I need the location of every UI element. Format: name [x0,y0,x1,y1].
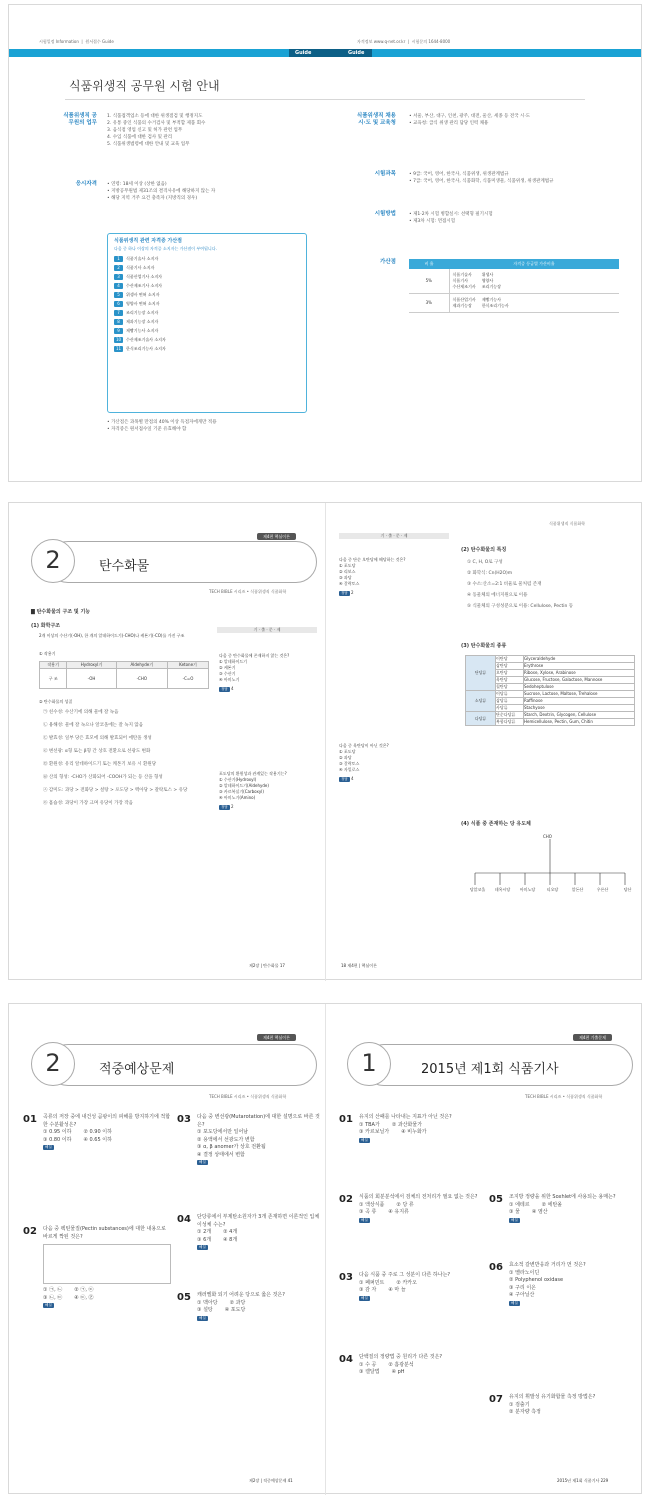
quiz-head-left: 기 · 출 · 문 · 제 [217,627,317,633]
question-number: 05 [489,1194,503,1205]
region-list: • 서울, 부산, 대구, 인천, 광주, 대전, 울산, 세종 등 전국 시·도 • 교육청: 급식 위생 관리 담당 인력 채용 [409,114,531,126]
properties-list: ㉠ 친수성: 수산기에 의해 물에 잘 녹음 ㉡ 용해성: 물에 잘 녹으나 알코올에는 잘 녹지 않음 ㉢ 발효성: 일부 당은 효모에 의해 발효되어 에탄올 생성 ㉣ 변선광: α형 또는 β형 간 상호 전환으로 선광도 변화 ㉤ 환원성: 유리 알데하이드기 또는 케톤기 보유 시 환원당 ㉥ 산의 형성: -CHO가 산화되어 -COOH가 되는 등 산을 형성 ㉦ 감미도: 과당 > 전화당 > 설탕 > 포도당 > 맥아당 > 갈락토스 > 유당 ㉧ 흡습성: 과당이 가장 크며 유당이 가장 작음 [43,710,188,806]
duty-list: 1. 식품접객업소 등에 대한 위생점검 및 행정지도 2. 유통 중인 식품의 수거검사 및 부적합 제품 회수 3. 음식점 영업 신고 및 허가 관련 업무 4. 수입 식품에 대한 검사 및 관리 5. 식품위생법령에 대한 안내 및 교육 업무 [107,114,206,147]
functional-group-table: 작용기 Hydroxyl기 Aldehyde기 Ketone기 구 조 -OH -CHO -C=O [39,661,209,689]
page-guide [8,4,642,482]
question-item: 다음 중 펙틴물질(Pectin substances)에 대한 내용으로 바르게 짝된 것은? ① ㉠, ㉡ ② ㉠, ㉢ ③ ㉡, ㉢ ④ ㉢, ㉣ 해설 [43,1226,171,1310]
question-item: 조지방 정량을 위한 Soxhlet에 사용되는 용매는? ① 에테르 ② 에탄올 ③ 물 ④ 염산 해설 [509,1194,616,1222]
page-carbohydrate [8,502,642,980]
license-notes: • 가산점은 과목별 만점의 40% 이상 득점자에게만 적용 • 자격증은 원서접수일 기준 유효해야 함 [107,420,217,432]
label-subjects: 시험과목 [374,171,396,177]
properties-heading: ② 탄수화물의 성질 [39,699,73,704]
question-number: 01 [339,1114,353,1125]
chapter-frame-left [47,1044,317,1086]
svg-text:CHO: CHO [543,834,552,839]
intro-text: 2개 이상의 수산기(-OH), 한 개의 알데하이드기(-CHO)나 케톤기(-CO)를 가진 구조 [39,633,185,638]
chapter-title-left: 적중예상문제 [99,1062,175,1077]
chapter-tag: 제4편 핵심이론 [257,533,296,540]
quiz-left-1: 다음 중 탄수화물에 존재하지 않는 것은? ① 알데하이드기 ② 케톤기 ③ 수산기 ④ 아미노기 정답 4 [219,653,290,691]
quiz-right-2: 다음 중 육탄당이 아닌 것은? ① 포도당 ② 과당 ③ 갈락토스 ④ 자일로스 정답 4 [339,743,389,781]
guide-label-left: Guide [295,50,312,56]
guide-bar [9,49,641,57]
label-method: 시험방법 [374,211,396,217]
chapter-number: 2 [31,539,75,583]
license-rows: 1 식품기술사 소지자 2 식품기사 소지자 3 식품산업기사 소지자 4 수산제조기사 소지자 5 위생사 면허 소지자 6 영양사 면허 소지자 7 조리기능장 소지자 8 제과기능장 소지자 9 제빵기능사 소지자 10 수산제조기술사 소지자 11 한식조리기능사 소지자 [115,256,166,351]
question-number: 02 [339,1194,353,1205]
question-item: 유지의 산패를 나타내는 지표가 아닌 것은? ① TBA가 ② 과산화물가 ③ 카르보닐가 ④ 비누화가 해설 [359,1114,452,1142]
question-number: 07 [489,1394,503,1405]
section-title: ▇ 탄수화물의 구조 및 기능 [31,609,91,615]
page-title: 식품위생직 공무원 시험 안내 [69,79,220,93]
chapter-title-right: 2015년 제1회 식품기사 [421,1062,559,1077]
features-title: (2) 탄수화물의 특징 [461,547,507,553]
label-duty: 식품위생직 공무원의 업무 [63,113,97,126]
question-item: 다음 식품 중 주로 그 성분이 다른 하나는? ① 페퍼민트 ② 카카오 ③ 감 자 ④ 마 늘 해설 [359,1272,451,1300]
breadcrumb-left: TECH BIBLE 시리즈 • 식품위생직 식품화학 [209,1094,287,1099]
question-number: 01 [23,1114,37,1125]
footer-left: 제2장 | 탄수화물 17 [249,963,285,968]
chapter-tag-right: 제4편 기출문제 [573,1034,612,1041]
breadcrumb: TECH BIBLE 시리즈 • 식품위생직 식품화학 [209,589,287,594]
quiz-head-right: 기 · 출 · 문 · 제 [339,533,449,539]
question-number: 05 [177,1292,191,1303]
derivative-labels: 당알코올 데옥시당 아미노당 티오당 알돈산 우론산 당산 [469,887,632,892]
features-list: ① C, H, O로 구성 ② 화학식: Cn(H2O)m ③ 수소:산소=2:1 비율로 물처럼 존재 ④ 동물체의 에너지원으로 이용 ⑤ 식물체의 구성성분으로 이용: Cellulose, Pectin 등 [467,560,574,609]
question-item: 유지의 휘발성 유기화합물 측정 방법은? ① 검출기 ② 분자량 측정 [509,1394,596,1415]
question-item: 효소적 갈변반응과 거리가 먼 것은? ① 멜라노이딘 ② Polyphenol oxidase ③ 구리 이온 ④ 구아닐산 해설 [509,1262,586,1305]
quiz-right-1: 다음 중 단순 오탄당에 해당하는 것은? ① 포도당 ② 리보스 ③ 과당 ④ 갈락토스 정답 2 [339,557,406,595]
chapter-title: 탄수화물 [99,559,150,574]
header-line: 시험일정 Information | 원서접수 Guide [39,39,114,44]
question-item: 다음 중 변선광(Mutarotation)에 대한 설명으로 바른 것은? ① 포도당에서만 일어남 ② 용액에서 선광도가 변함 ③ α, β anomer가 상호 전환됨 ④ 결정 상태에서 변함 해설 [197,1114,320,1164]
license-box [107,233,307,413]
footer-right: 18 제4편 | 핵심이론 [341,963,377,968]
label-region: 식품위생직 채용 시·도 및 교육청 [356,113,396,126]
question-number: 04 [339,1354,353,1365]
breadcrumb-right: TECH BIBLE 시리즈 • 식품위생직 식품화학 [525,1094,603,1099]
question-number: 02 [23,1226,37,1237]
page-questions [8,1003,642,1494]
license-box-subtitle: 다음 중 하나 이상의 자격증 소지자는 가산점이 부여됩니다. [114,246,217,251]
qualification-list: • 연령: 18세 이상 (상한 없음) • 지방공무원법 제31조의 결격사유에 해당하지 않는 자 • 해당 지역 거주 요건 충족자 (지방직의 경우) [107,182,216,201]
chapter-tag-left: 제4편 핵심이론 [257,1034,296,1041]
header-line-right: 자격정보 www.q-net.or.kr | 시험문의 1644-8000 [357,39,451,44]
carbohydrate-class-table: 단당류 이탄당 Glyceraldehyde 삼탄당 Erythrose 오탄당 Ribose, Xylose, Arabinose 육탄당 Glucose, Fructose, Galactose, Mannose 칠탄당 Sedoheptulose 소당류 이당류 Sucrose, Lactose, Maltose, Trehalose 삼당류 Raffinose 사당류 Stachyose 다당류 단순다당류 Starch, Dextrin, Glycogen, Cellulose 복합다당류 Hemicellulose, Pectin, Gum, Chitin [465,655,635,726]
question-item: 단당류에서 부제탄소원자가 3개 존재하면 이론적인 입체이성체 수는? ① 2개 ② 4개 ③ 6개 ④ 8개 해설 [197,1214,320,1249]
sub-heading: (1) 화학구조 [31,623,61,629]
footer-right-3: 2015년 제1회 식품기사 229 [557,1478,609,1483]
guide-label-right: Guide [348,50,365,56]
header-right: 식품위생직 식품화학 [549,521,586,526]
chapter-frame [47,541,317,583]
question-item: 식품의 회분분석에서 검체의 전처리가 필요 없는 것은? ① 액상식품 ② 당 류 ③ 곡 류 ④ 유지류 해설 [359,1194,478,1222]
chapter-number-left: 2 [31,1042,75,1086]
question-item: 곡류의 저장 중에 내건성 곰팡이의 피해를 방지하기에 적합한 수분활성은? ① 0.95 이하 ② 0.90 이하 ③ 0.80 이하 ④ 0.65 이하 해설 [43,1114,171,1149]
footer-left-3: 제2장 | 적중예상문제 41 [249,1478,293,1483]
method-list: • 제1·2차 시험 병합실시: 선택형 필기시험 • 제3차 시험: 면접시험 [409,212,493,224]
chapter-number-right: 1 [347,1042,391,1086]
types-title: (3) 탄수화물의 종류 [461,643,507,649]
derivative-title: (4) 식품 중 존재하는 당 유도체 [461,821,531,827]
quiz-left-2: 포도당의 환원성과 관계있는 작용기는? ① 수산기(Hydroxyl) ② 알데하이드기(Aldehyde) ③ 카르복실기(Carboxyl) ④ 아미노기(Amino) 정답 2 [219,771,287,809]
sub-heading-a: ① 작용기 [39,651,56,656]
question-item: 단백질의 정량법 중 원리가 다른 것은? ① 수 공 ② 흡광분석 ③ 켈달법 ④ pH [359,1354,443,1375]
label-qualification: 응시자격 [75,181,97,187]
subjects-list: • 9급: 국어, 영어, 한국사, 식품위생, 위생관계법규 • 7급: 국어, 영어, 한국사, 식품화학, 식품미생물, 식품위생, 위생관계법규 [409,172,554,184]
question-number: 03 [339,1272,353,1283]
license-box-title: 식품위생직 관련 자격증 가산점 [114,238,183,244]
question-number: 04 [177,1214,191,1225]
label-bonus: 가산점 [380,259,396,265]
question-item: 캐러멜화 되기 어려운 당으로 옳은 것은? ① 맥아당 ② 과당 ③ 설탕 ④ 포도당 해설 [197,1292,285,1320]
bonus-table: 비 율 자격증 등급별 가산비율 5% 식품기술사 식품기사 수산제조기사 위생사 영양사 조리기능장 3% 식품산업기사 제과기능장 제빵기능사 한식조리기능사 [409,259,619,313]
question-number: 06 [489,1262,503,1273]
question-number: 03 [177,1114,191,1125]
